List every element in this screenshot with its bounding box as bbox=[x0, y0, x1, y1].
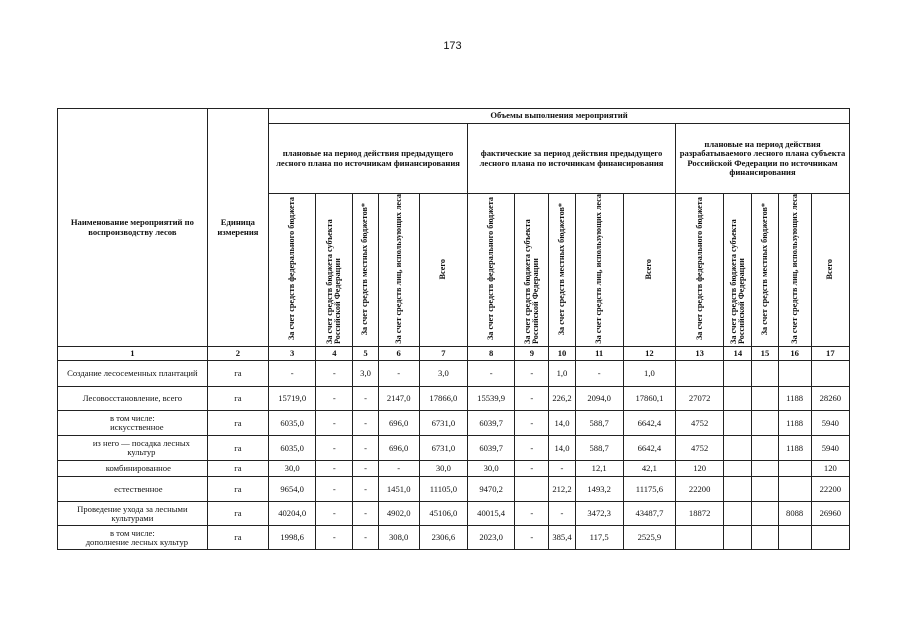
value-cell: 120 bbox=[676, 461, 724, 477]
value-cell bbox=[724, 436, 752, 461]
value-cell: 1451,0 bbox=[378, 477, 419, 502]
col-num: 1 bbox=[58, 347, 208, 361]
value-cell: - bbox=[515, 461, 549, 477]
value-cell bbox=[752, 387, 778, 411]
col-num: 9 bbox=[515, 347, 549, 361]
activity-label: Лесовосстановление, всего bbox=[82, 393, 183, 403]
activity-name bbox=[58, 502, 208, 526]
group-planned-new: плановые на период действия разрабатываемого лесного плана субъекта Российской Федерации по источникам финансирования bbox=[676, 124, 850, 194]
value-cell: 1188 bbox=[778, 411, 811, 436]
col-num: 4 bbox=[316, 347, 353, 361]
value-cell: - bbox=[316, 361, 353, 387]
value-cell: - bbox=[515, 436, 549, 461]
value-cell bbox=[724, 477, 752, 502]
activity-prefix: в том числе: bbox=[109, 527, 155, 538]
value-cell bbox=[811, 526, 849, 550]
value-cell: 6642,4 bbox=[623, 436, 675, 461]
value-cell: - bbox=[316, 502, 353, 526]
value-cell: 1998,6 bbox=[269, 526, 316, 550]
value-cell bbox=[778, 361, 811, 387]
value-cell: 18872 bbox=[676, 502, 724, 526]
value-cell: 4902,0 bbox=[378, 502, 419, 526]
value-cell: - bbox=[316, 526, 353, 550]
value-cell: 11175,6 bbox=[623, 477, 675, 502]
value-cell: 6039,7 bbox=[468, 411, 515, 436]
value-cell bbox=[724, 361, 752, 387]
value-cell: - bbox=[316, 411, 353, 436]
value-cell: - bbox=[353, 526, 378, 550]
value-cell: - bbox=[316, 387, 353, 411]
col-federal: За счет средств федерального бюджета bbox=[486, 197, 496, 341]
value-cell: 2147,0 bbox=[378, 387, 419, 411]
value-cell: - bbox=[353, 477, 378, 502]
col-users: За счет средств лиц, использующих леса bbox=[594, 194, 604, 344]
value-cell: 11105,0 bbox=[419, 477, 467, 502]
value-cell: 3,0 bbox=[419, 361, 467, 387]
col-num: 8 bbox=[468, 347, 515, 361]
value-cell bbox=[724, 461, 752, 477]
value-cell: - bbox=[378, 461, 419, 477]
value-cell: 22200 bbox=[676, 477, 724, 502]
col-num: 5 bbox=[353, 347, 378, 361]
value-cell: - bbox=[468, 361, 515, 387]
value-cell: 8088 bbox=[778, 502, 811, 526]
activity-prefix: в том числе: bbox=[109, 413, 155, 423]
value-cell: - bbox=[549, 502, 575, 526]
col-regional: За счет средств бюджета субъекта Российской Федерации bbox=[728, 219, 746, 344]
value-cell: 30,0 bbox=[419, 461, 467, 477]
value-cell: 6731,0 bbox=[419, 411, 467, 436]
value-cell: 45106,0 bbox=[419, 502, 467, 526]
col-regional: За счет средств бюджета субъекта Российской Федерации bbox=[325, 219, 343, 344]
value-cell: 696,0 bbox=[378, 411, 419, 436]
value-cell bbox=[724, 526, 752, 550]
value-cell bbox=[811, 361, 849, 387]
group-actual-previous: фактические за период действия предыдущего лесного плана по источникам финансирования bbox=[468, 124, 676, 194]
value-cell: 5940 bbox=[811, 411, 849, 436]
value-cell: 696,0 bbox=[378, 436, 419, 461]
unit-cell: га bbox=[207, 411, 268, 436]
unit-cell: га bbox=[207, 526, 268, 550]
table-body bbox=[58, 361, 850, 550]
value-cell bbox=[752, 477, 778, 502]
activity-label: комбинированное bbox=[105, 463, 171, 473]
col-num: 3 bbox=[269, 347, 316, 361]
value-cell: 9654,0 bbox=[269, 477, 316, 502]
col-num: 10 bbox=[549, 347, 575, 361]
unit-cell: га bbox=[207, 436, 268, 461]
value-cell bbox=[724, 411, 752, 436]
value-cell bbox=[752, 461, 778, 477]
table-row bbox=[58, 387, 850, 411]
value-cell: 2306,6 bbox=[419, 526, 467, 550]
table-row bbox=[58, 411, 850, 436]
value-cell: 3472,3 bbox=[575, 502, 623, 526]
table-row bbox=[58, 526, 850, 550]
value-cell: 40204,0 bbox=[269, 502, 316, 526]
value-cell: 2094,0 bbox=[575, 387, 623, 411]
value-cell: - bbox=[269, 361, 316, 387]
value-cell: 9470,2 bbox=[468, 477, 515, 502]
activity-name bbox=[58, 461, 208, 477]
col-num: 14 bbox=[724, 347, 752, 361]
unit-header: Единица измерения bbox=[207, 109, 268, 347]
value-cell: - bbox=[549, 461, 575, 477]
group-planned-previous: плановые на период действия предыдущего лесного плана по источникам финансирования bbox=[269, 124, 468, 194]
col-federal: За счет средств федерального бюджета bbox=[694, 197, 704, 341]
value-cell: - bbox=[316, 477, 353, 502]
value-cell: - bbox=[353, 461, 378, 477]
col-num: 13 bbox=[676, 347, 724, 361]
activity-name bbox=[58, 477, 208, 502]
value-cell: 14,0 bbox=[549, 411, 575, 436]
col-users: За счет средств лиц, использующих леса bbox=[789, 194, 799, 344]
value-cell: 4752 bbox=[676, 436, 724, 461]
value-cell bbox=[752, 411, 778, 436]
col-num: 2 bbox=[207, 347, 268, 361]
value-cell: 120 bbox=[811, 461, 849, 477]
table-row bbox=[58, 477, 850, 502]
value-cell: 1493,2 bbox=[575, 477, 623, 502]
activity-header: Наименование мероприятий по воспроизводству лесов bbox=[58, 109, 208, 347]
value-cell: 212,2 bbox=[549, 477, 575, 502]
value-cell: 4752 bbox=[676, 411, 724, 436]
value-cell: - bbox=[316, 436, 353, 461]
value-cell: - bbox=[353, 387, 378, 411]
value-cell: 5940 bbox=[811, 436, 849, 461]
value-cell: 2525,9 bbox=[623, 526, 675, 550]
value-cell: 3,0 bbox=[353, 361, 378, 387]
value-cell: 2023,0 bbox=[468, 526, 515, 550]
value-cell: 6039,7 bbox=[468, 436, 515, 461]
activity-label: Проведение ухода за лесными культурами bbox=[77, 503, 188, 523]
value-cell: 1,0 bbox=[623, 361, 675, 387]
col-num: 15 bbox=[752, 347, 778, 361]
unit-cell: га bbox=[207, 502, 268, 526]
value-cell bbox=[752, 361, 778, 387]
value-cell bbox=[752, 502, 778, 526]
value-cell bbox=[676, 526, 724, 550]
col-total: Всего bbox=[825, 258, 835, 280]
value-cell: 308,0 bbox=[378, 526, 419, 550]
unit-cell: га bbox=[207, 361, 268, 387]
value-cell: 14,0 bbox=[549, 436, 575, 461]
value-cell: - bbox=[353, 502, 378, 526]
value-cell bbox=[724, 387, 752, 411]
value-cell bbox=[752, 436, 778, 461]
value-cell: 1188 bbox=[778, 436, 811, 461]
activity-name bbox=[58, 526, 208, 550]
activity-label: из него — посадка лесных культур bbox=[92, 438, 190, 458]
col-num: 6 bbox=[378, 347, 419, 361]
value-cell: 6035,0 bbox=[269, 436, 316, 461]
activity-label: естественное bbox=[114, 483, 163, 494]
value-cell: 226,2 bbox=[549, 387, 575, 411]
page-number: 173 bbox=[443, 40, 462, 52]
unit-cell: га bbox=[207, 387, 268, 411]
col-total: Всего bbox=[644, 258, 654, 280]
reforestation-table bbox=[57, 108, 850, 550]
value-cell bbox=[515, 477, 549, 502]
value-cell: - bbox=[515, 361, 549, 387]
value-cell: - bbox=[515, 502, 549, 526]
value-cell: 17866,0 bbox=[419, 387, 467, 411]
value-cell: 15539,9 bbox=[468, 387, 515, 411]
col-users: За счет средств лиц, использующих леса bbox=[393, 194, 403, 344]
value-cell bbox=[778, 477, 811, 502]
unit-cell: га bbox=[207, 461, 268, 477]
col-num: 11 bbox=[575, 347, 623, 361]
col-local: За счет средств местных бюджетов* bbox=[759, 202, 769, 336]
value-cell: 6642,4 bbox=[623, 411, 675, 436]
value-cell: 6731,0 bbox=[419, 436, 467, 461]
col-num: 7 bbox=[419, 347, 467, 361]
activity-name bbox=[58, 387, 208, 411]
col-federal: За счет средств федерального бюджета bbox=[287, 197, 297, 341]
value-cell: - bbox=[515, 387, 549, 411]
value-cell: 1,0 bbox=[549, 361, 575, 387]
value-cell: - bbox=[316, 461, 353, 477]
activity-label: искусственное bbox=[110, 422, 164, 433]
col-num: 17 bbox=[811, 347, 849, 361]
activity-name bbox=[58, 436, 208, 461]
value-cell: 6035,0 bbox=[269, 411, 316, 436]
value-cell: 1188 bbox=[778, 387, 811, 411]
value-cell bbox=[752, 526, 778, 550]
value-cell: 17860,1 bbox=[623, 387, 675, 411]
value-cell bbox=[724, 502, 752, 526]
value-cell: 385,4 bbox=[549, 526, 575, 550]
table-row bbox=[58, 436, 850, 461]
value-cell: 42,1 bbox=[623, 461, 675, 477]
col-total: Всего bbox=[438, 258, 448, 280]
col-num: 16 bbox=[778, 347, 811, 361]
value-cell: - bbox=[575, 361, 623, 387]
unit-cell: га bbox=[207, 477, 268, 502]
value-cell bbox=[676, 361, 724, 387]
activity-name bbox=[58, 411, 208, 436]
value-cell: 43487,7 bbox=[623, 502, 675, 526]
value-cell: 30,0 bbox=[269, 461, 316, 477]
table-row bbox=[58, 461, 850, 477]
value-cell: 40015,4 bbox=[468, 502, 515, 526]
activity-label: дополнение лесных культур bbox=[85, 536, 189, 547]
col-regional: За счет средств бюджета субъекта Российской Федерации bbox=[522, 219, 540, 344]
col-local: За счет средств местных бюджетов* bbox=[360, 202, 370, 336]
col-num: 12 bbox=[623, 347, 675, 361]
col-local: За счет средств местных бюджетов* bbox=[556, 202, 566, 336]
value-cell: 26960 bbox=[811, 502, 849, 526]
value-cell: - bbox=[353, 436, 378, 461]
value-cell: 588,7 bbox=[575, 436, 623, 461]
value-cell: 22200 bbox=[811, 477, 849, 502]
activity-label: Создание лесосеменных плантаций bbox=[67, 368, 198, 378]
value-cell bbox=[778, 461, 811, 477]
value-cell: 30,0 bbox=[468, 461, 515, 477]
value-cell: 12,1 bbox=[575, 461, 623, 477]
value-cell: - bbox=[353, 411, 378, 436]
value-cell: 28260 bbox=[811, 387, 849, 411]
column-number-row bbox=[58, 347, 850, 361]
table-row bbox=[58, 361, 850, 387]
table-row bbox=[58, 502, 850, 526]
value-cell: 15719,0 bbox=[269, 387, 316, 411]
volumes-header: Объемы выполнения мероприятий bbox=[269, 109, 850, 124]
value-cell: - bbox=[378, 361, 419, 387]
value-cell bbox=[778, 526, 811, 550]
value-cell: 27072 bbox=[676, 387, 724, 411]
value-cell: 588,7 bbox=[575, 411, 623, 436]
activity-name bbox=[58, 361, 208, 387]
value-cell: - bbox=[515, 411, 549, 436]
value-cell: 117,5 bbox=[575, 526, 623, 550]
value-cell: - bbox=[515, 526, 549, 550]
